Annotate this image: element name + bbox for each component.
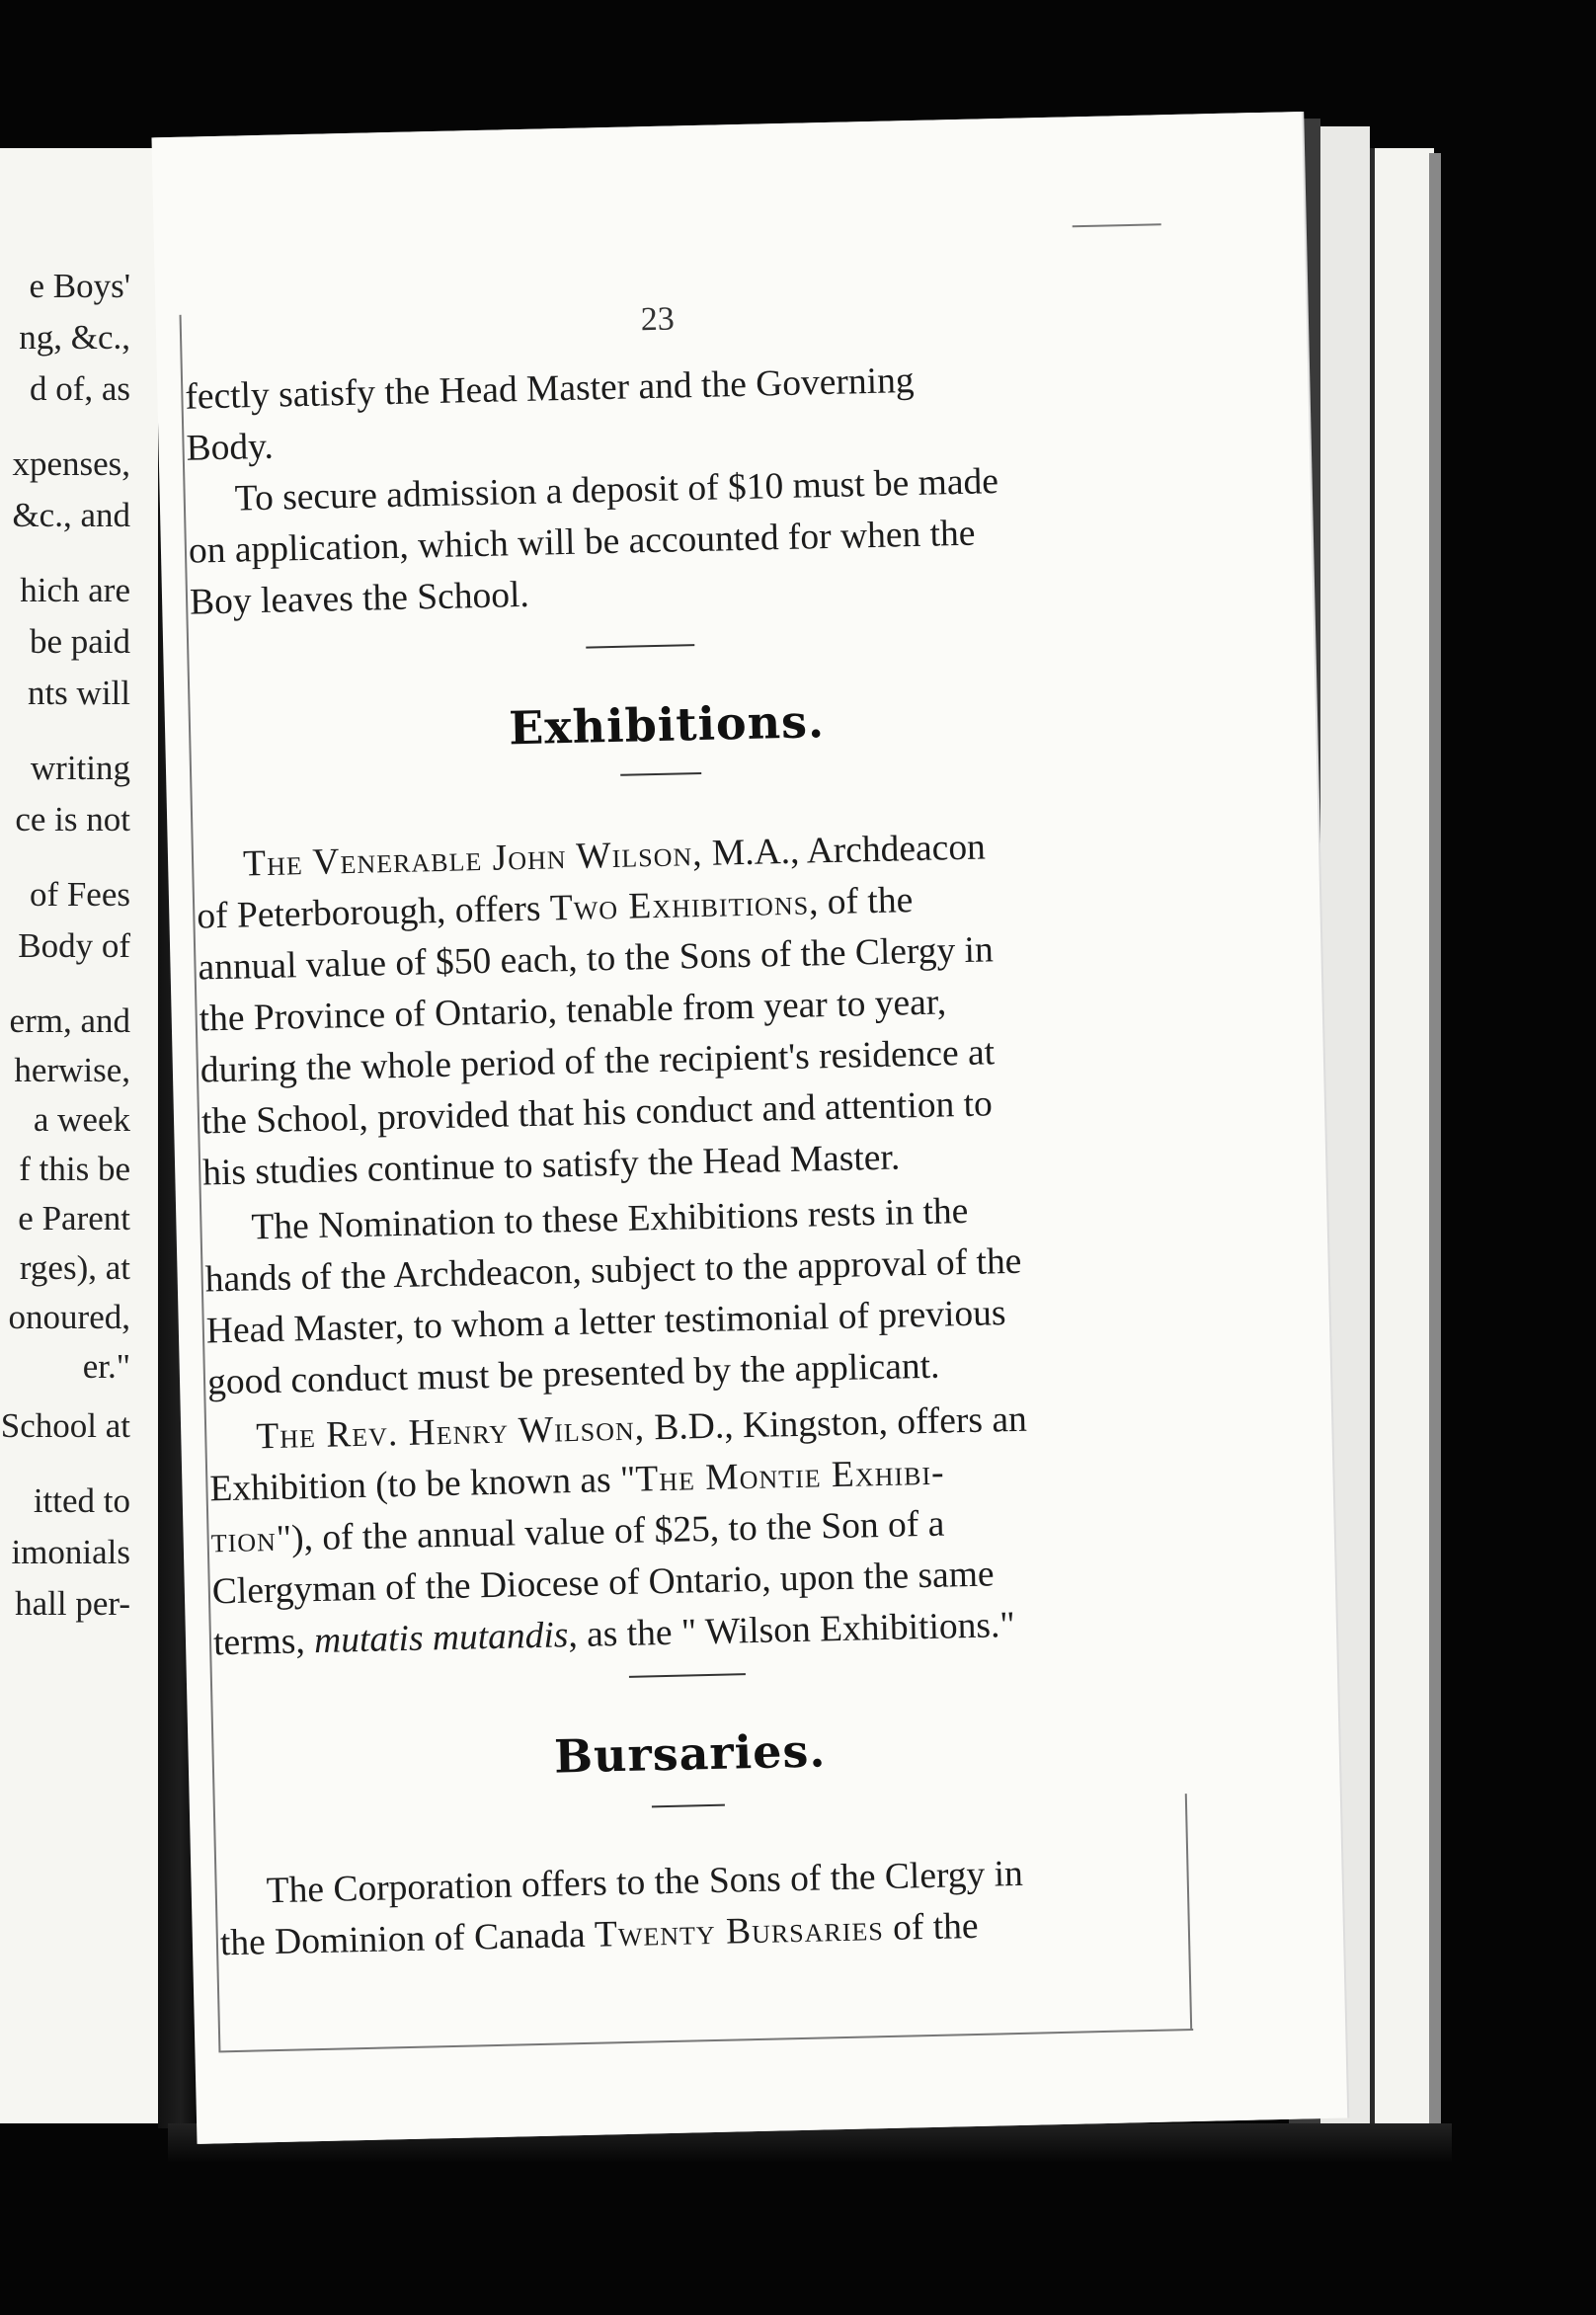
left-page-line: School at <box>0 1406 130 1445</box>
left-page-line: of Fees <box>29 875 130 914</box>
left-page-line: ce is not <box>15 800 130 838</box>
text-line: on application, which will be accounted for when the <box>188 513 976 572</box>
text-line: the School, provided that his conduct and attention to <box>200 1083 994 1143</box>
text-line: annual value of $50 each, to the Sons of the Clergy in <box>198 929 995 989</box>
text-line: hands of the Archdeacon, subject to the approval of the <box>204 1240 1022 1301</box>
text-line: The Corporation offers to the Sons of the Clergy in <box>266 1853 1024 1912</box>
text-line: the Province of Ontario, tenable from year to year, <box>199 982 947 1040</box>
text-line: tion"), of the annual value of $25, to the Son of a <box>210 1503 945 1561</box>
text-line: Boy leaves the School. <box>189 574 530 623</box>
text-line: fectly satisfy the Head Master and the Governing <box>184 359 916 418</box>
exhibitions-paragraph-3 <box>208 1392 1162 1670</box>
left-page-line: er." <box>82 1347 130 1386</box>
left-page-line: &c., and <box>12 496 130 534</box>
left-page-line: ng, &c., <box>19 318 130 357</box>
page-content <box>179 116 1127 1964</box>
intro-paragraph <box>185 351 1139 629</box>
left-page-line: itted to <box>33 1481 130 1520</box>
name-small-caps: The Venerable John Wilson, <box>242 833 703 885</box>
left-page-line: a week <box>33 1100 130 1139</box>
section-rule <box>586 644 694 648</box>
page-edge <box>1370 148 1434 2143</box>
heading-rule <box>652 1804 725 1808</box>
text-line: terms, mutatis mutandis, as the " Wilson Exhibitions." <box>212 1604 1016 1664</box>
text-line: The Rev. Henry Wilson, B.D., Kingston, offers an <box>255 1398 1028 1458</box>
page-number: 23 <box>640 300 676 339</box>
text-line: To secure admission a deposit of $10 must be made <box>234 461 999 519</box>
book-page <box>151 112 1347 2144</box>
text-line: during the whole period of the recipient's residence at <box>200 1032 996 1091</box>
left-facing-page <box>0 148 164 2123</box>
left-page-line: e Boys' <box>29 267 130 305</box>
exhibitions-paragraph-2 <box>203 1182 1156 1409</box>
text-line: Clergyman of the Diocese of Ontario, upon the same <box>211 1554 995 1613</box>
left-page-line: xpenses, <box>12 444 130 483</box>
text-line: Head Master, to whom a letter testimonial of previous <box>205 1293 1006 1352</box>
bursaries-paragraph <box>218 1846 1168 1970</box>
text-line: good conduct must be presented by the applicant. <box>206 1345 940 1403</box>
exhibitions-heading: Exhibitions. <box>508 694 826 756</box>
left-page-line: d of, as <box>29 369 130 408</box>
heading-rule <box>620 772 701 776</box>
bursaries-heading: Bursaries. <box>553 1723 827 1784</box>
left-page-line: erm, and <box>9 1001 130 1040</box>
left-page-line: imonials <box>11 1533 130 1571</box>
left-page-line: writing <box>30 749 130 787</box>
page-edge <box>1429 153 1441 2138</box>
exhibitions-paragraph-1 <box>196 819 1152 1200</box>
text-line: the Dominion of Canada Twenty Bursaries of the <box>219 1905 979 1964</box>
text-line: his studies continue to satisfy the Head Master. <box>201 1137 901 1194</box>
section-rule <box>629 1673 746 1678</box>
left-page-line: hall per- <box>15 1584 130 1623</box>
frame-line <box>1185 1794 1192 2029</box>
left-page-line: nts will <box>27 674 130 712</box>
text-line: of Peterborough, offers Two Exhibitions, of the <box>196 880 914 937</box>
text-line: The Venerable John Wilson, M.A., Archdeacon <box>242 827 987 885</box>
left-page-line: f this be <box>19 1150 130 1188</box>
left-page-line: be paid <box>29 622 130 661</box>
frame-line <box>1073 223 1161 227</box>
left-page-line: e Parent <box>18 1199 130 1237</box>
text-line: The Nomination to these Exhibitions rests in the <box>251 1190 969 1248</box>
left-page-line: herwise, <box>14 1051 130 1089</box>
text-line: Body. <box>186 426 275 469</box>
left-page-line: Body of <box>18 926 130 965</box>
left-page-line: hich are <box>20 571 130 609</box>
left-page-line: rges), at <box>19 1248 130 1287</box>
left-page-line: onoured, <box>8 1298 130 1336</box>
text-line: Exhibition (to be known as "The Montie Exhibi- <box>209 1452 945 1510</box>
frame-line <box>220 2029 1193 2052</box>
